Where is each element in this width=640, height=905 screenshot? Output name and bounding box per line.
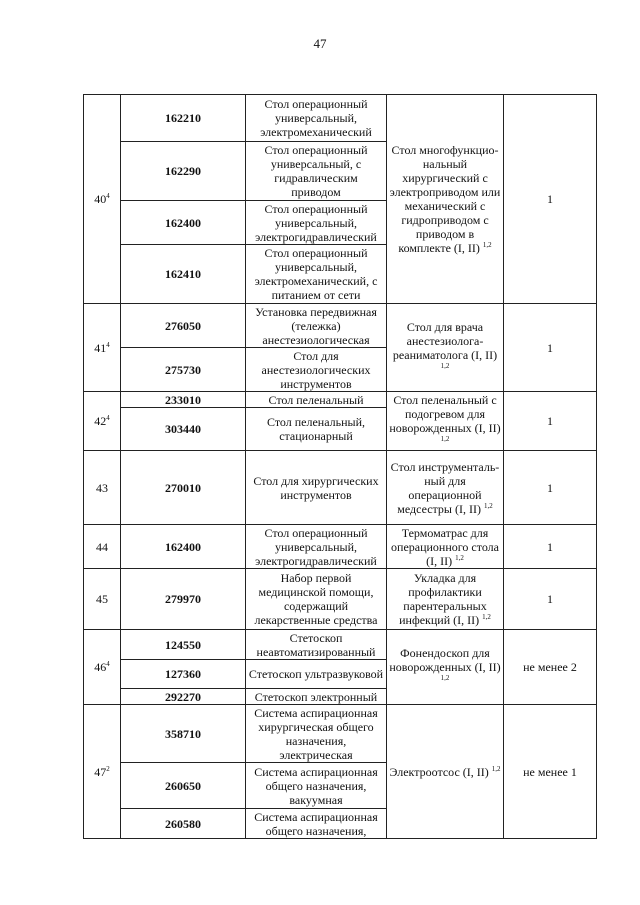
table-row	[84, 705, 597, 763]
item-name: Стол пеленальный, стационарный	[246, 408, 387, 451]
item-code: 127360	[121, 660, 246, 689]
table-row	[84, 392, 597, 408]
item-name: Стол пеленальный	[246, 392, 387, 408]
equipment-name: Фонендоскоп для новорожденных (I, II) $^{1,2}$	[387, 630, 504, 705]
item-code: 162210	[121, 95, 246, 142]
quantity: 1	[504, 304, 597, 392]
item-name: Стетоскоп ультразвуковой	[246, 660, 387, 689]
item-code: 162400	[121, 525, 246, 569]
item-code: 292270	[121, 689, 246, 705]
item-code: 279970	[121, 569, 246, 630]
item-name: Стол операционный универсальный, с гидравлическим приводом	[246, 142, 387, 201]
table-row	[84, 95, 597, 142]
table-row	[84, 569, 597, 630]
item-name: Стол для анестезиологических инструментов	[246, 348, 387, 392]
table-row	[84, 451, 597, 525]
table-row	[84, 630, 597, 660]
item-code: 162410	[121, 245, 246, 304]
item-name: Стол операционный универсальный, электромеханический, с питанием от сети	[246, 245, 387, 304]
item-code: 276050	[121, 304, 246, 348]
row-number: $46^4$	[84, 630, 121, 705]
item-code: 162290	[121, 142, 246, 201]
row-number: $47^2$	[84, 705, 121, 839]
equipment-table	[83, 94, 597, 839]
row-number: $40^4$	[84, 95, 121, 304]
row-number: 45	[84, 569, 121, 630]
equipment-name: Стол инструменталь-ный для операционной медсестры (I, II) $^{1,2}$	[387, 451, 504, 525]
quantity: 1	[504, 569, 597, 630]
item-name: Стол для хирургических инструментов	[246, 451, 387, 525]
equipment-name: Стол для врача анестезиолога-реаниматолога (I, II) $^{1,2}$	[387, 304, 504, 392]
quantity: 1	[504, 392, 597, 451]
quantity: 1	[504, 95, 597, 304]
item-name: Система аспирационная общего назначения, вакуумная	[246, 763, 387, 809]
equipment-name: Электроотсос (I, II) $^{1,2}$	[387, 705, 504, 839]
page-number: 47	[313, 36, 327, 51]
row-number: $41^4$	[84, 304, 121, 392]
equipment-name: Укладка для профилактики парентеральных инфекций (I, II) $^{1,2}$	[387, 569, 504, 630]
item-name: Установка передвижная (тележка) анестезиологическая	[246, 304, 387, 348]
item-code: 303440	[121, 408, 246, 451]
item-code: 124550	[121, 630, 246, 660]
equipment-name: Стол пеленальный с подогревом для новорожденных (I, II) $^{1,2}$	[387, 392, 504, 451]
item-name: Система аспирационная хирургическая общего назначения, электрическая	[246, 705, 387, 763]
item-name: Набор первой медицинской помощи, содержащий лекарственные средства	[246, 569, 387, 630]
quantity: не менее 1	[504, 705, 597, 839]
item-code: 260580	[121, 809, 246, 839]
quantity: 1	[504, 525, 597, 569]
table-row	[84, 525, 597, 569]
row-number: 44	[84, 525, 121, 569]
item-name: Стетоскоп неавтоматизированный	[246, 630, 387, 660]
item-code: 260650	[121, 763, 246, 809]
table-row	[84, 304, 597, 348]
item-name: Стол операционный универсальный, электромеханический	[246, 95, 387, 142]
item-name: Стетоскоп электронный	[246, 689, 387, 705]
item-code: 358710	[121, 705, 246, 763]
item-code: 275730	[121, 348, 246, 392]
item-name: Стол операционный универсальный, электрогидравлический	[246, 525, 387, 569]
quantity: 1	[504, 451, 597, 525]
row-number: 43	[84, 451, 121, 525]
item-code: 162400	[121, 201, 246, 245]
row-number: $42^4$	[84, 392, 121, 451]
equipment-name: Стол многофункцио-нальный хирургический с электроприводом или механический с гидроприводом с приводом в комплекте (I, II) $^{1,2}$	[387, 95, 504, 304]
item-code: 270010	[121, 451, 246, 525]
item-name: Стол операционный универсальный, электрогидравлический	[246, 201, 387, 245]
item-name: Система аспирационная общего назначения,	[246, 809, 387, 839]
quantity: не менее 2	[504, 630, 597, 705]
item-code: 233010	[121, 392, 246, 408]
equipment-name: Термоматрас для операционного стола (I, II) $^{1,2}$	[387, 525, 504, 569]
